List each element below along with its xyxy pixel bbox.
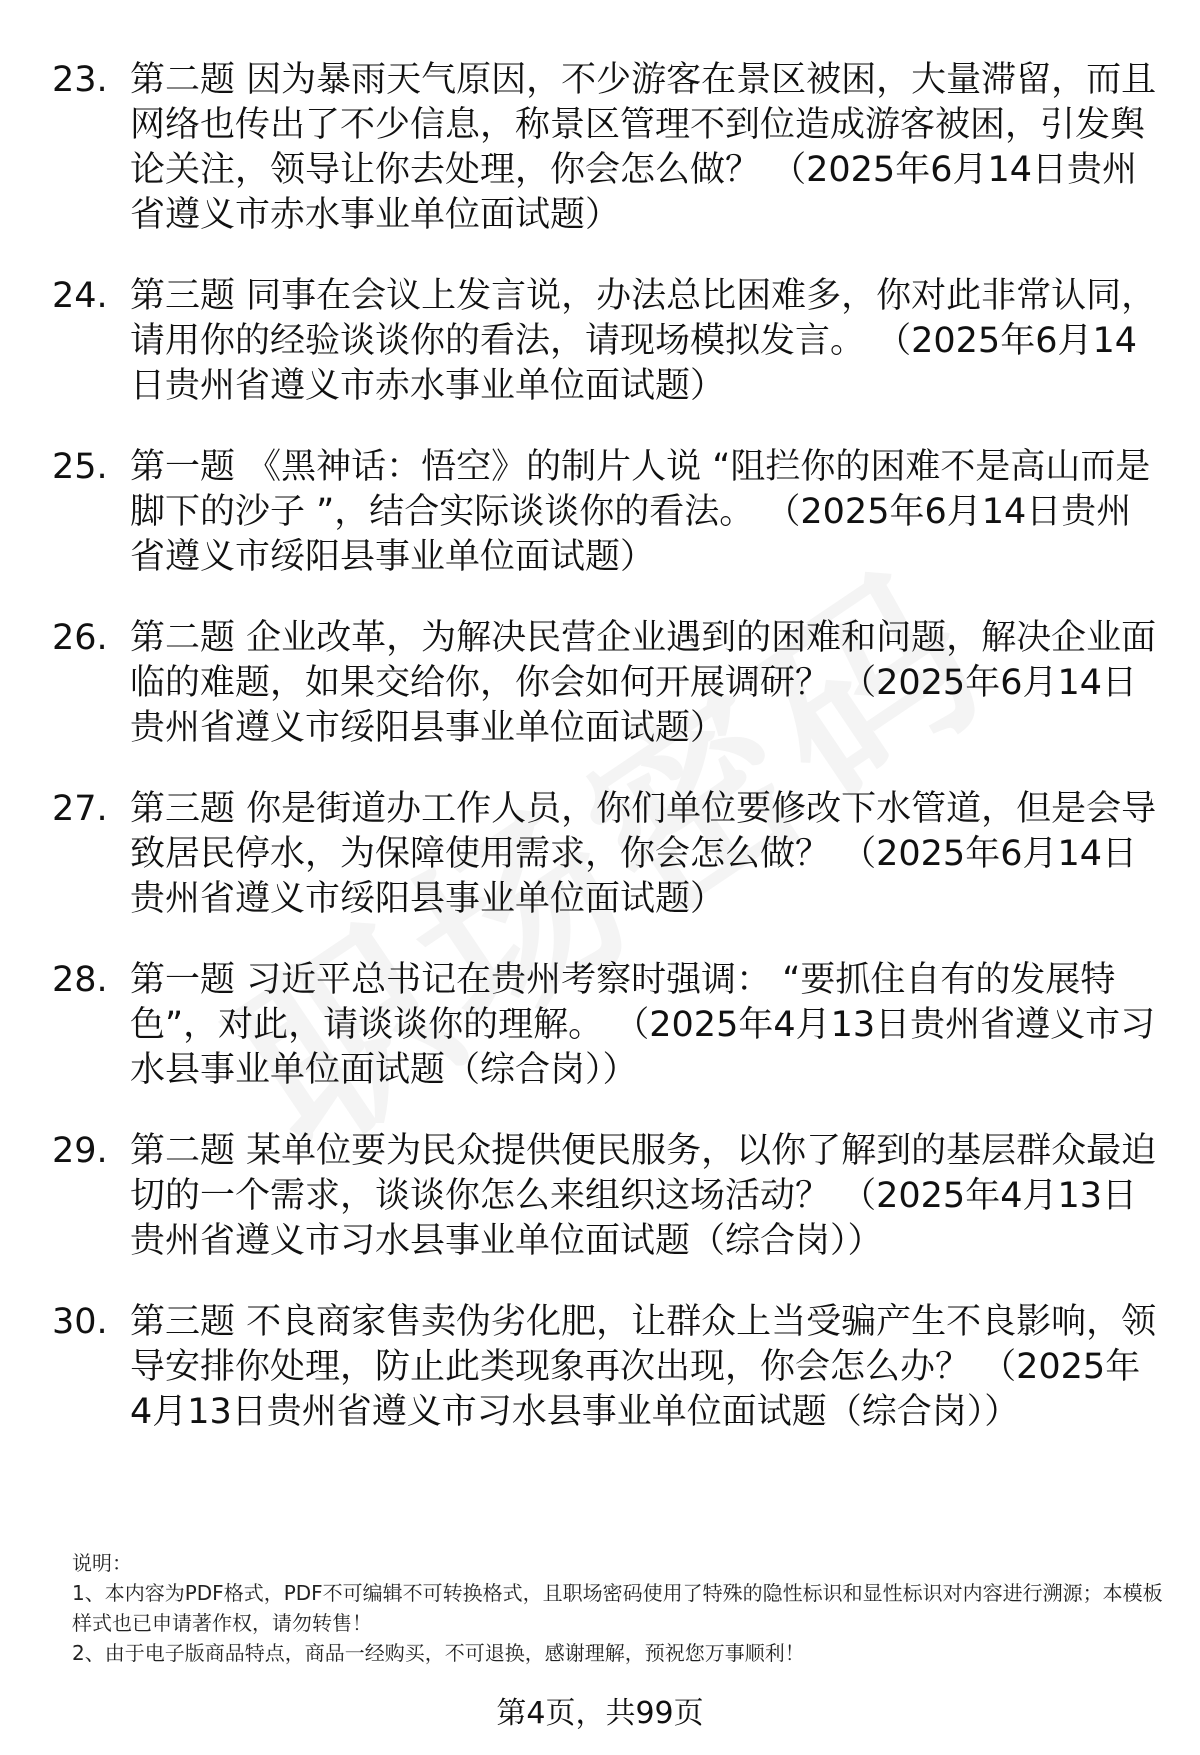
question-text: 第二题 因为暴雨天气原因，不少游客在景区被困，大量滞留，而且网络也传出了不少信息，称景区管理不到位造成游客被困，引发舆论关注，领导让你去处理，你会怎么做？ （2025年6月14日贵州省遵义市赤水事业单位面试题） — [130, 60, 1157, 235]
question-text: 第一题 习近平总书记在贵州考察时强调： “要抓住自有的发展特色”，对此，请谈谈你的理解。 （2025年4月13日贵州省遵义市习水县事业单位面试题（综合岗）） — [130, 960, 1156, 1090]
page-number: 第4页，共99页 — [496, 1696, 704, 1731]
question-item-28 — [52, 958, 1162, 1093]
question-text: 第三题 同事在会议上发言说，办法总比困难多，你对此非常认同，请用你的经验谈谈你的看法，请现场模拟发言。 （2025年6月14日贵州省遵义市赤水事业单位面试题） — [130, 276, 1157, 406]
question-number: 30. — [52, 1302, 108, 1342]
notes-line-2: 2、由于电子版商品特点，商品一经购买，不可退换，感谢理解，预祝您万事顺利！ — [72, 1641, 805, 1665]
question-item-23 — [52, 58, 1162, 238]
question-number: 28. — [52, 960, 108, 1000]
question-number: 26. — [52, 618, 108, 658]
question-text: 第一题 《黑神话：悟空》的制片人说 “阻拦你的困难不是高山而是脚下的沙子 ”，结合实际谈谈你的看法。 （2025年6月14日贵州省遵义市绥阳县事业单位面试题） — [130, 447, 1151, 577]
notes-line-1: 1、本内容为PDF格式，PDF不可编辑不可转换格式，且职场密码使用了特殊的隐性标识和显性标识对内容进行溯源；本模板样式也已申请著作权，请勿转售！ — [72, 1581, 1163, 1635]
question-number: 24. — [52, 276, 108, 316]
question-item-30 — [52, 1300, 1162, 1435]
question-item-26 — [52, 616, 1162, 751]
question-number: 25. — [52, 447, 108, 487]
question-item-25 — [52, 445, 1162, 580]
question-number: 29. — [52, 1131, 108, 1171]
question-list — [52, 58, 1162, 1471]
question-number: 27. — [52, 789, 108, 829]
question-item-24 — [52, 274, 1162, 409]
notes-section — [72, 1548, 1172, 1668]
question-text: 第三题 不良商家售卖伪劣化肥，让群众上当受骗产生不良影响，领导安排你处理，防止此类现象再次出现，你会怎么办？ （2025年4月13日贵州省遵义市习水县事业单位面试题（综合岗）） — [130, 1302, 1157, 1432]
question-item-29 — [52, 1129, 1162, 1264]
question-item-27 — [52, 787, 1162, 922]
question-text: 第二题 企业改革，为解决民营企业遇到的困难和问题，解决企业面临的难题，如果交给你，你会如何开展调研？ （2025年6月14日贵州省遵义市绥阳县事业单位面试题） — [130, 618, 1157, 748]
question-number: 23. — [52, 60, 108, 100]
question-text: 第三题 你是街道办工作人员，你们单位要修改下水管道，但是会导致居民停水，为保障使用需求，你会怎么做？ （2025年6月14日贵州省遵义市绥阳县事业单位面试题） — [130, 789, 1157, 919]
notes-heading: 说明： — [72, 1551, 132, 1575]
question-text: 第二题 某单位要为民众提供便民服务，以你了解到的基层群众最迫切的一个需求，谈谈你怎么来组织这场活动？ （2025年4月13日贵州省遵义市习水县事业单位面试题（综合岗）） — [130, 1131, 1157, 1261]
